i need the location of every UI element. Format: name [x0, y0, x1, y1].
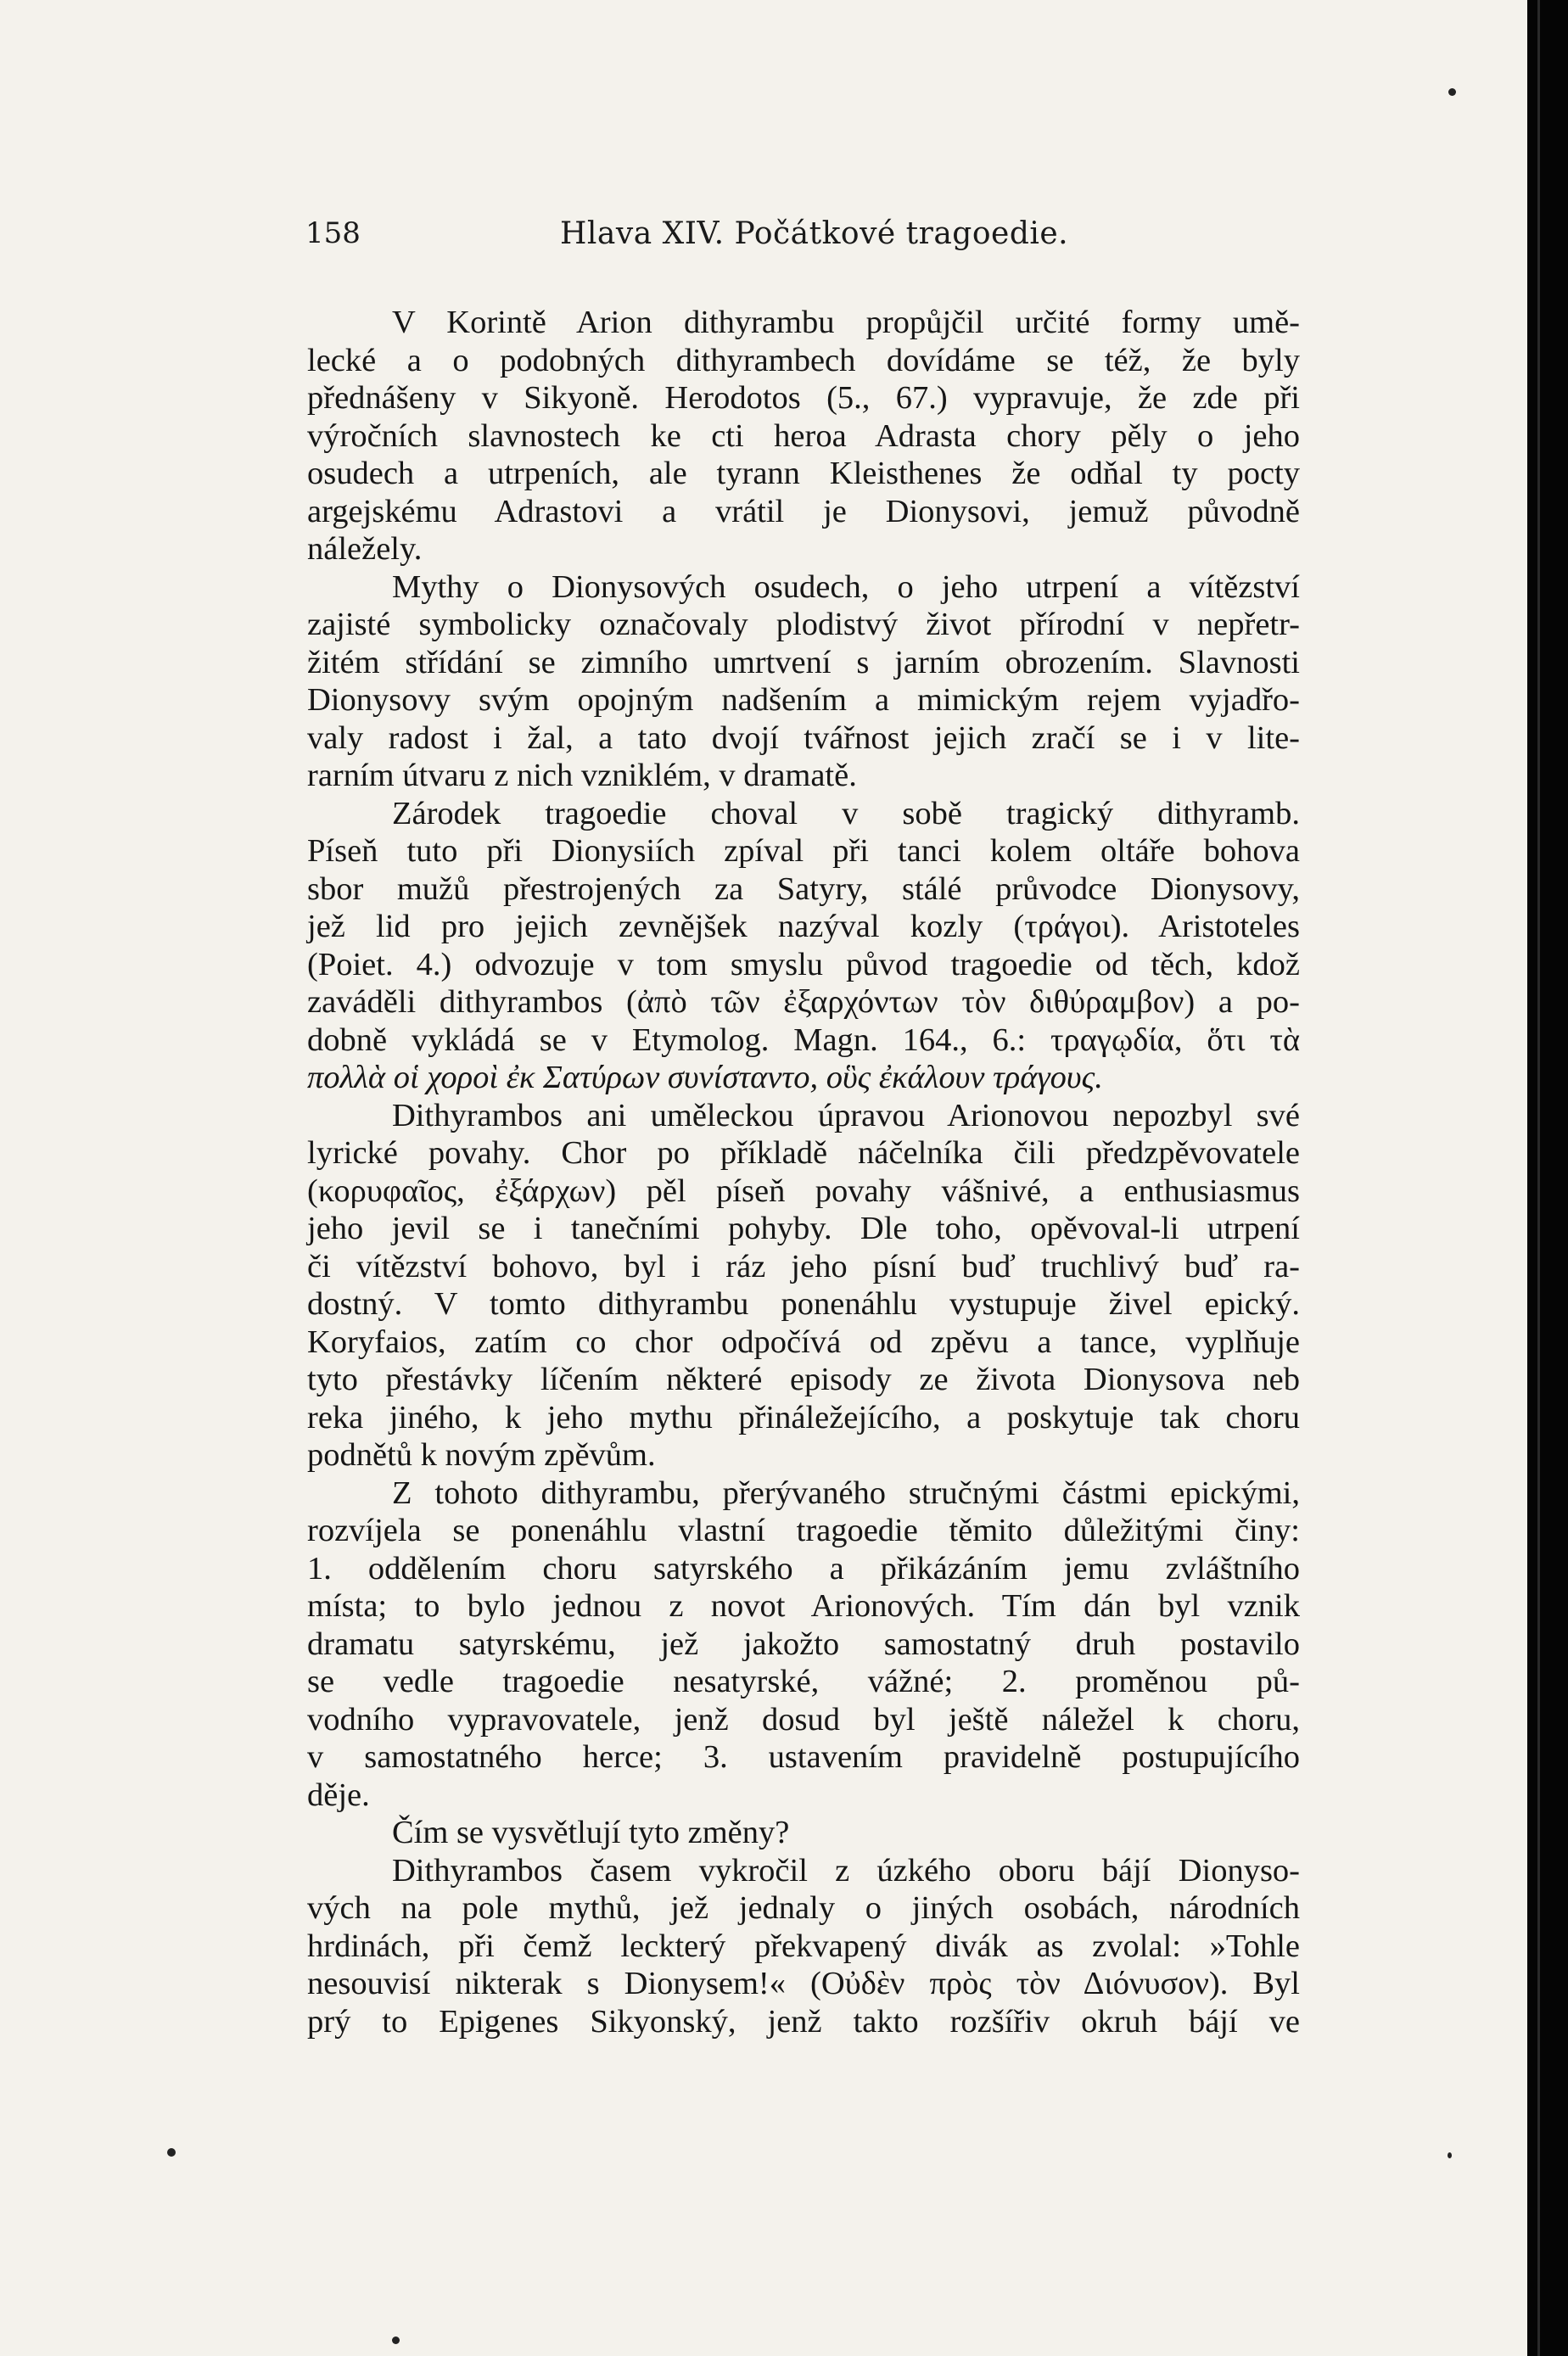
text-line: dramatu satyrskému, jež jakožto samostatný druh postavilo	[307, 1626, 1300, 1662]
text-line: nesouvisí nikterak s Dionysem!« (Οὐδὲν πρὸς τὸν Διόνυσον). Byl	[307, 1966, 1300, 2001]
text-line: vých na pole mythů, jež jednaly o jiných osobách, národních	[307, 1890, 1300, 1926]
text-line: či vítězství bohovo, byl i ráz jeho písní buď truchlivý buď ra-	[307, 1248, 1300, 1284]
text-line: hrdinách, při čemž leckterý překvapený divák as zvolal: »Tohle	[307, 1928, 1300, 1964]
scan-speck	[392, 2336, 400, 2344]
text-line: Dithyrambos časem vykročil z úzkého oboru bájí Dionyso-	[392, 1852, 1300, 1889]
scan-speck	[167, 2148, 176, 2157]
text-line: lyrické povahy. Chor po příkladě náčelníka čili předzpěvovatele	[307, 1135, 1300, 1171]
text-line: zajisté symbolicky označovaly plodistvý život přírodní v nepřetr-	[307, 607, 1300, 642]
text-line: jeho jevil se i tanečními pohyby. Dle toho, opěvoval-li utrpení	[307, 1211, 1300, 1246]
text-line: výročních slavnostech ke cti heroa Adrasta chory pěly o jeho	[307, 417, 1300, 454]
text-line: Píseň tuto při Dionysiích zpíval při tanci kolem oltáře bohova	[307, 833, 1300, 869]
scan-speck	[1448, 88, 1456, 96]
text-line: sbor mužů přestrojených za Satyry, stálé průvodce Dionysovy,	[307, 870, 1300, 907]
text-line: V Korintě Arion dithyrambu propůjčil určité formy umě-	[392, 305, 1300, 340]
text-line: reka jiného, k jeho mythu přináležejícího, a poskytuje tak choru	[307, 1399, 1300, 1435]
text-line: dostný. V tomto dithyrambu ponenáhlu vystupuje živel epický.	[307, 1286, 1300, 1322]
text-line: vodního vypravovatele, jenž dosud byl ještě náležel k choru,	[307, 1701, 1300, 1738]
greek-quote-line: πολλὰ οἱ χοροὶ ἐκ Σατύρων συνίσταντο, οὓς ἐκάλουν τράγους.	[307, 1060, 1103, 1095]
paragraph	[307, 795, 1300, 1097]
text-line: argejskému Adrastovi a vrátil je Dionysovi, jemuž původně	[307, 493, 1300, 529]
body-text	[307, 304, 1300, 2040]
text-line: dobně vykládá se v Etymolog. Magn. 164., 6.: τραγῳδία, ὅτι τὰ	[307, 1021, 1300, 1058]
text-line: Koryfaios, zatím co chor odpočívá od zpěvu a tance, vyplňuje	[307, 1324, 1300, 1360]
text-line: valy radost i žal, a tato dvojí tvářnost jejich zračí se i v lite-	[307, 719, 1300, 756]
page-header	[305, 216, 1300, 259]
paragraph	[307, 304, 1300, 568]
text-line: zaváděli dithyrambos (ἀπὸ τῶν ἐξαρχόντων τὸν διθύραμβον) a po-	[307, 984, 1300, 1020]
text-line: rarním útvaru z nich vzniklém, v dramatě.	[307, 758, 857, 793]
text-line: Zárodek tragoedie choval v sobě tragický dithyramb.	[392, 795, 1300, 831]
text-line: Z tohoto dithyrambu, přerývaného stručnými částmi epickými,	[392, 1475, 1300, 1511]
paragraph	[307, 1852, 1300, 2041]
page-number: 158	[305, 216, 361, 250]
text-line: (Poiet. 4.) odvozuje v tom smyslu původ tragoedie od těch, kdož	[307, 946, 1300, 982]
paragraph	[307, 1097, 1300, 1475]
scan-speck	[1448, 2152, 1452, 2158]
paragraph	[307, 1475, 1300, 1815]
text-line: jež lid pro jejich zevnějšek nazýval kozly (τράγοι). Aristoteles	[307, 909, 1300, 944]
text-line: děje.	[307, 1777, 370, 1813]
text-line: Dithyrambos ani uměleckou úpravou Arionovou nepozbyl své	[392, 1097, 1300, 1133]
text-line: rozvíjela se ponenáhlu vlastní tragoedie těmito důležitými činy:	[307, 1513, 1300, 1548]
paragraph	[307, 1814, 1300, 1852]
text-line: prý to Epigenes Sikyonský, jenž takto rozšířiv okruh bájí ve	[307, 2003, 1300, 2040]
text-line: 1. oddělením choru satyrského a přikázáním jemu zvláštního	[307, 1550, 1300, 1587]
text-line: Dionysovy svým opojným nadšením a mimickým rejem vyjadřo-	[307, 682, 1300, 718]
text-line: osudech a utrpeních, ale tyrann Kleisthenes že odňal ty pocty	[307, 456, 1300, 491]
text-line: v samostatného herce; 3. ustavením pravidelně postupujícího	[307, 1739, 1300, 1775]
text-line: náležely.	[307, 531, 423, 567]
text-line: Mythy o Dionysových osudech, o jeho utrpení a vítězství	[392, 568, 1300, 605]
text-line: tyto přestávky líčením některé episody ze života Dionysova neb	[307, 1362, 1300, 1397]
text-line: se vedle tragoedie nesatyrské, vážné; 2. proměnou pů-	[307, 1664, 1300, 1699]
running-title: Hlava XIV. Počátkové tragoedie.	[560, 216, 1069, 251]
scan-right-edge	[1527, 0, 1568, 2356]
page-edge-line	[1537, 0, 1540, 2356]
text-line: (κορυφαῖος, ἐξάρχων) pěl píseň povahy vášnivé, a enthusiasmus	[307, 1172, 1300, 1209]
text-line: žitém střídání se zimního umrtvení s jarním obrozením. Slavnosti	[307, 644, 1300, 680]
text-line: lecké a o podobných dithyrambech dovídáme se též, že byly	[307, 342, 1300, 378]
text-line: podnětů k novým zpěvům.	[307, 1437, 656, 1473]
paragraph	[307, 568, 1300, 795]
text-line: místa; to bylo jednou z novot Arionových. Tím dán byl vznik	[307, 1588, 1300, 1624]
text-line: Čím se vysvětlují tyto změny?	[392, 1815, 790, 1850]
text-line: přednášeny v Sikyoně. Herodotos (5., 67.) vypravuje, že zde při	[307, 380, 1300, 416]
